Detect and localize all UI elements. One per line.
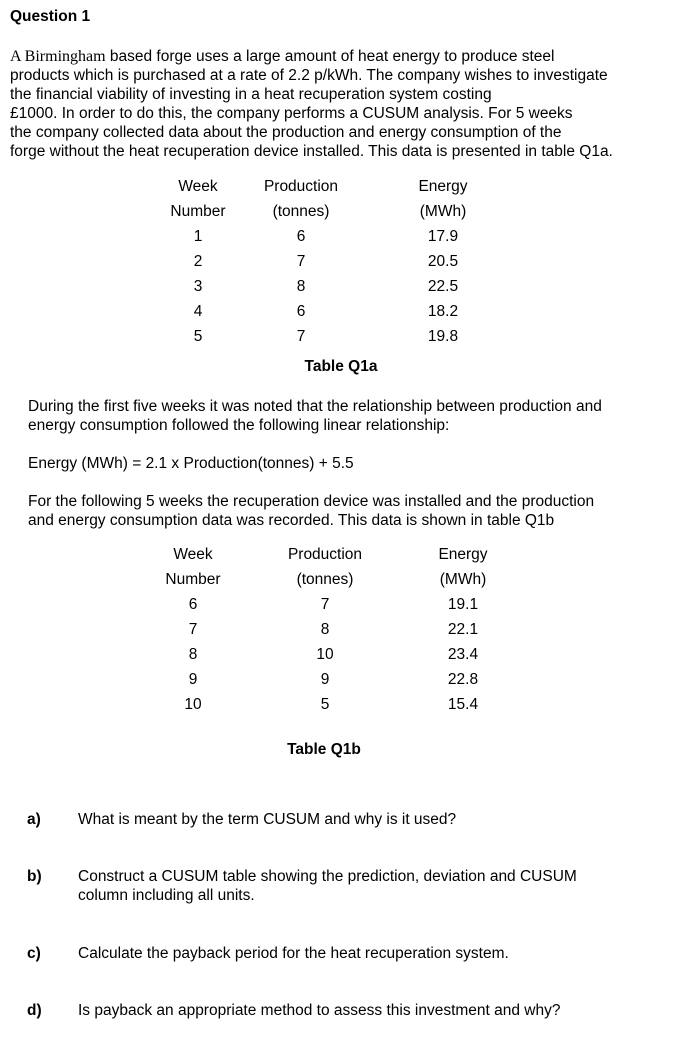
intro-line-5: the company collected data about the production and energy consumption of the <box>10 124 562 141</box>
q1b-cell: 8 <box>188 646 198 663</box>
question-c-text <box>78 944 658 963</box>
q1b-cell: 7 <box>188 621 198 638</box>
q1a-cell: 18.2 <box>427 303 459 320</box>
question-d-line-1: Is payback an appropriate method to assess this investment and why? <box>78 1002 561 1019</box>
q1b-header-energy-2: (MWh) <box>439 571 487 588</box>
table-q1b <box>0 542 676 762</box>
q1a-cell: 1 <box>193 228 203 245</box>
q1b-cell: 7 <box>320 596 330 613</box>
question-d-text <box>78 1001 658 1020</box>
intro-line-1-rest: based forge uses a large amount of heat energy to produce steel <box>105 48 555 65</box>
table-q1a <box>0 174 676 374</box>
intro-serif-text: A Birmingham <box>10 48 106 65</box>
q1b-cell: 10 <box>184 696 202 713</box>
question-c-line-1: Calculate the payback period for the heat recuperation system. <box>78 945 509 962</box>
q1a-cell: 8 <box>296 278 306 295</box>
intro-paragraph <box>10 47 670 161</box>
question-a-label: a) <box>27 811 41 828</box>
q1a-cell: 19.8 <box>427 328 459 345</box>
q1a-header-energy-2: (MWh) <box>419 203 467 220</box>
q1a-cell: 3 <box>193 278 203 295</box>
question-b-text <box>78 867 658 905</box>
q1b-cell: 23.4 <box>447 646 479 663</box>
q1a-cell: 7 <box>296 253 306 270</box>
relationship-line-2: energy consumption followed the following linear relationship: <box>28 417 450 434</box>
q1a-header-production-1: Production <box>263 178 339 195</box>
q1a-cell: 22.5 <box>427 278 459 295</box>
following-line-2: and energy consumption data was recorded. This data is shown in table Q1b <box>28 512 555 529</box>
question-d-label: d) <box>27 1002 42 1019</box>
relationship-line-1: During the first five weeks it was noted that the relationship between production and <box>28 398 602 415</box>
question-b-line-1: Construct a CUSUM table showing the prediction, deviation and CUSUM <box>78 868 577 885</box>
q1a-header-week-2: Number <box>170 203 226 220</box>
q1a-cell: 20.5 <box>427 253 459 270</box>
following-line-1: For the following 5 weeks the recuperation device was installed and the production <box>28 493 595 510</box>
q1b-cell: 10 <box>316 646 334 663</box>
q1a-header-production-2: (tonnes) <box>272 203 330 220</box>
intro-line-3: the financial viability of investing in a heat recuperation system costing <box>10 86 492 103</box>
question-a-text <box>78 810 658 829</box>
intro-line-4: £1000. In order to do this, the company performs a CUSUM analysis. For 5 weeks <box>10 105 573 122</box>
question-a-line-1: What is meant by the term CUSUM and why is it used? <box>78 811 457 828</box>
question-b-line-2: column including all units. <box>78 887 255 904</box>
question-b-label: b) <box>27 868 42 885</box>
q1b-header-production-1: Production <box>287 546 363 563</box>
q1b-cell: 19.1 <box>447 596 479 613</box>
q1b-cell: 5 <box>320 696 330 713</box>
intro-line-1 <box>10 47 670 66</box>
q1b-cell: 6 <box>188 596 198 613</box>
q1a-cell: 6 <box>296 228 306 245</box>
q1a-cell: 6 <box>296 303 306 320</box>
intro-line-6: forge without the heat recuperation device installed. This data is presented in table Q1a. <box>10 143 613 160</box>
q1b-cell: 22.8 <box>447 671 479 688</box>
energy-equation: Energy (MWh) = 2.1 x Production(tonnes) + 5.5 <box>28 455 354 472</box>
q1a-header-week-1: Week <box>178 178 218 195</box>
relationship-paragraph <box>28 397 668 435</box>
table-q1a-caption: Table Q1a <box>304 358 378 375</box>
q1b-cell: 8 <box>320 621 330 638</box>
q1b-cell: 9 <box>188 671 198 688</box>
q1a-cell: 7 <box>296 328 306 345</box>
q1b-header-energy-1: Energy <box>438 546 488 563</box>
q1a-header-energy-1: Energy <box>418 178 468 195</box>
question-c-label: c) <box>27 945 41 962</box>
q1b-cell: 22.1 <box>447 621 479 638</box>
following-paragraph <box>28 492 668 530</box>
question-title: Question 1 <box>10 8 91 25</box>
q1a-cell: 2 <box>193 253 203 270</box>
q1b-header-production-2: (tonnes) <box>296 571 354 588</box>
q1a-cell: 17.9 <box>427 228 459 245</box>
q1b-header-week-2: Number <box>165 571 221 588</box>
q1a-cell: 5 <box>193 328 203 345</box>
q1b-header-week-1: Week <box>173 546 213 563</box>
q1a-cell: 4 <box>193 303 203 320</box>
table-q1b-caption: Table Q1b <box>287 741 361 758</box>
q1b-cell: 15.4 <box>447 696 479 713</box>
q1b-cell: 9 <box>320 671 330 688</box>
intro-line-2: products which is purchased at a rate of 2.2 p/kWh. The company wishes to investigate <box>10 67 608 84</box>
